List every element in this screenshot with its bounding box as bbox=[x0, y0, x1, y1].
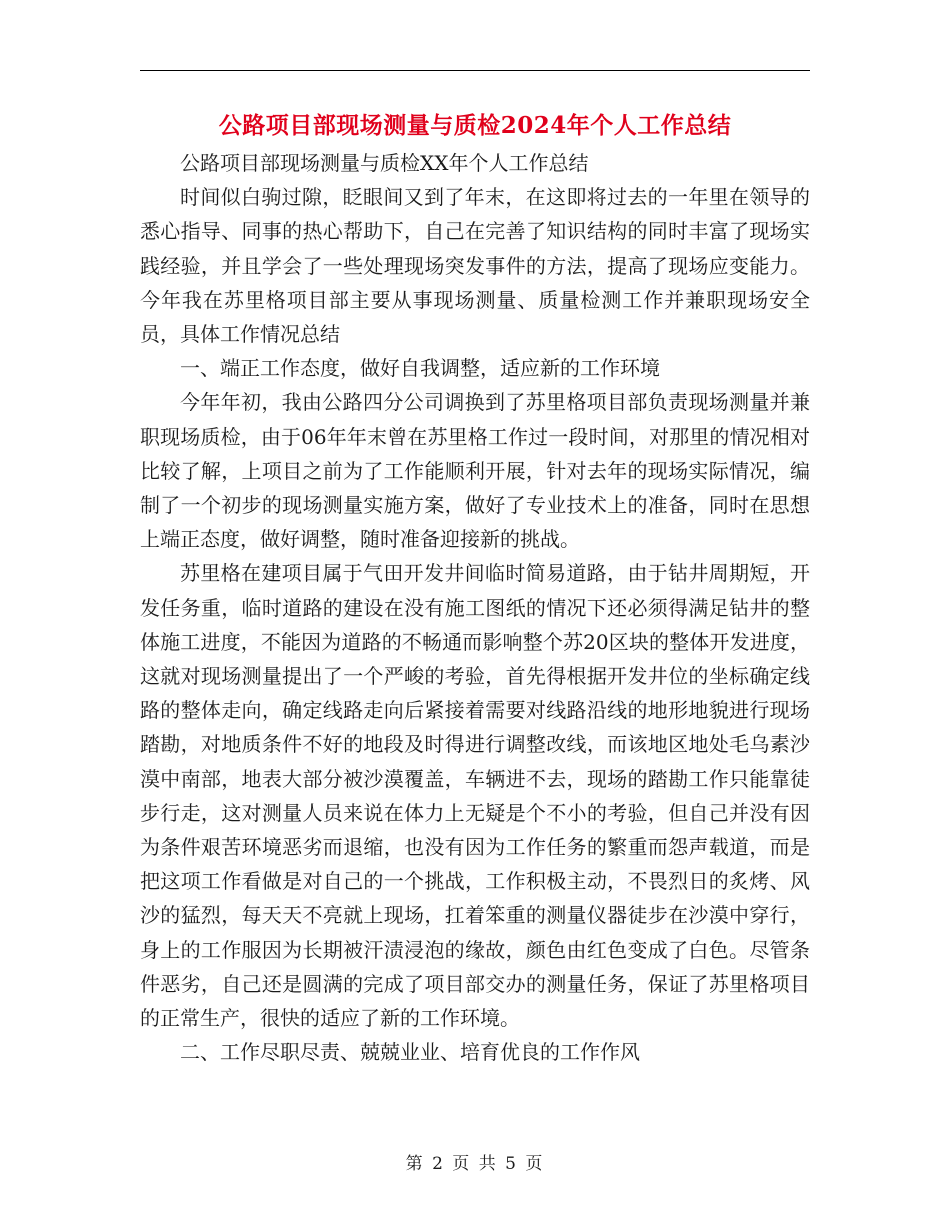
section-heading-2: 二、工作尽职尽责、兢兢业业、培育优良的工作作风 bbox=[180, 1040, 640, 1065]
paragraph-section-1-b: 苏里格在建项目属于气田开发井间临时简易道路，由于钻井周期短，开发任务重，临时道路的建设在没有施工图纸的情况下还必须得满足钻井的整体施工进度，不能因为道路的不畅通而影响整个苏20区块的整体开发进度，这就对现场测量提出了一个严峻的考验，首先得根据开发井位的坐标确定线路的整体走向，确定线路走向后紧接着需要对线路沿线的地形地貌进行现场踏勘，对地质条件不好的地段及时得进行调整改线，而该地区地处毛乌素沙漠中南部，地表大部分被沙漠覆盖，车辆进不去，现场的踏勘工作只能靠徒步行走，这对测量人员来说在体力上无疑是个不小的考验，但自己并没有因为条件艰苦环境恶劣而退缩，也没有因为工作任务的繁重而怨声载道，而是把这项工作看做是对自己的一个挑战，工作积极主动，不畏烈日的炙烤、风沙的猛烈，每天天不亮就上现场，扛着笨重的测量仪器徒步在沙漠中穿行，身上的工作服因为长期被汗渍浸泡的缘故，颜色由红色变成了白色。尽管条件恶劣，自己还是圆满的完成了项目部交办的测量任务，保证了苏里格项目的正常生产，很快的适应了新的工作环境。 bbox=[140, 561, 810, 1031]
paragraph-subtitle: 公路项目部现场测量与质检XX年个人工作总结 bbox=[180, 151, 589, 175]
header-rule bbox=[140, 70, 810, 71]
section-heading-1: 一、端正工作态度，做好自我调整，适应新的工作环境 bbox=[180, 356, 660, 381]
paragraph-intro: 时间似白驹过隙，眨眼间又到了年末，在这即将过去的一年里在领导的悉心指导、同事的热心帮助下，自己在完善了知识结构的同时丰富了现场实践经验，并且学会了一些处理现场突发事件的方法，提高了现场应变能力。今年我在苏里格项目部主要从事现场测量、质量检测工作并兼职现场安全员，具体工作情况总结 bbox=[140, 185, 810, 347]
document-body bbox=[140, 146, 810, 1069]
paragraph-section-1-a: 今年年初，我由公路四分公司调换到了苏里格项目部负责现场测量并兼职现场质检，由于06年年末曾在苏里格工作过一段时间，对那里的情况相对比较了解，上项目之前为了工作能顺利开展，针对去年的现场实际情况，编制了一个初步的现场测量实施方案，做好了专业技术上的准备，同时在思想上端正态度，做好调整，随时准备迎接新的挑战。 bbox=[140, 390, 810, 552]
document-title: 公路项目部现场测量与质检2024年个人工作总结 bbox=[218, 112, 732, 139]
page-number-footer: 第 2 页 共 5 页 bbox=[405, 1154, 545, 1174]
